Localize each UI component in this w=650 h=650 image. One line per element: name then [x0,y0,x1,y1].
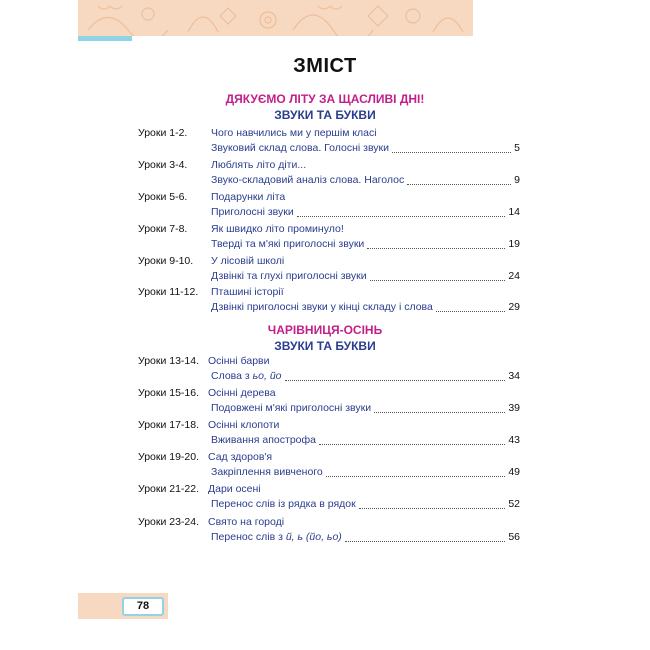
lesson-topic: Подарунки літа [211,191,286,203]
lesson-label: Уроки 7-8. [138,223,188,235]
lesson-topic: Як швидко літо проминуло! [211,223,344,235]
leader-dots [367,248,505,249]
page-ref: 52 [508,498,520,510]
lesson-subtopic: Вживання апострофа [211,434,316,446]
section-title: ДЯКУЄМО ЛІТУ ЗА ЩАСЛИВІ ДНІ! [225,92,425,106]
leader-dots [326,476,506,477]
page-ref: 56 [508,531,520,543]
page-ref: 39 [508,402,520,414]
toc-entry[interactable] [138,515,520,545]
decorative-banner [78,0,473,36]
page-ref: 5 [514,142,520,154]
toc-entry[interactable] [138,190,520,220]
toc-entry[interactable] [138,450,520,480]
lesson-label: Уроки 5-6. [138,191,188,203]
leader-dots [374,412,505,413]
leader-dots [319,444,505,445]
leader-dots [285,380,506,381]
lesson-label: Уроки 9-10. [138,255,194,267]
page-ref: 34 [508,370,520,382]
page-ref: 29 [508,301,520,313]
accent-stripe [78,36,132,41]
lesson-subtopic: Звуко-складовий аналіз слова. Наголос [211,174,405,186]
section-subtitle: ЗВУКИ ТА БУКВИ [274,108,376,122]
lesson-topic: У лісовій школі [211,255,285,267]
lesson-subtopic: Приголосні звуки [211,206,294,218]
toc-entry[interactable] [138,126,520,156]
toc-entry[interactable] [138,418,520,448]
page-title: ЗМІСТ [293,55,357,77]
lesson-subtopic: Перенос слів з й, ь (йо, ьо) [211,531,342,543]
toc-entry[interactable] [138,222,520,252]
lesson-topic: Сад здоров'я [208,451,273,463]
page-ref: 24 [508,270,520,282]
lesson-topic: Люблять літо діти... [211,159,307,171]
lesson-topic: Чого навчились ми у першім класі [211,127,377,139]
lesson-topic: Осінні барви [208,355,270,367]
lesson-subtopic: Перенос слів із рядка в рядок [211,498,356,510]
page-number: 78 [136,600,150,612]
lesson-subtopic: Дзвінкі приголосні звуки у кінці складу і слова [211,301,433,313]
section-title: ЧАРІВНИЦЯ-ОСІНЬ [267,323,383,337]
lesson-label: Уроки 3-4. [138,159,188,171]
toc-entry[interactable] [138,285,520,315]
lesson-label: Уроки 13-14. [138,355,200,367]
lesson-subtopic: Закріплення вивченого [211,466,323,478]
lesson-subtopic: Дзвінкі та глухі приголосні звуки [211,270,367,282]
lesson-label: Уроки 21-22. [138,483,200,495]
lesson-subtopic: Подовжені м'які приголосні звуки [211,402,372,414]
section-heading [0,91,650,123]
lesson-topic: Осінні клопоти [208,419,280,431]
page-ref: 9 [514,174,520,186]
toc-entry[interactable] [138,158,520,188]
lesson-label: Уроки 1-2. [138,127,188,139]
lesson-label: Уроки 19-20. [138,451,200,463]
lesson-subtopic: Тверді та м'які приголосні звуки [211,238,365,250]
toc-entry[interactable] [138,386,520,416]
lesson-label: Уроки 17-18. [138,419,200,431]
lesson-label: Уроки 11-12. [138,286,199,298]
lesson-topic: Свято на городі [208,516,285,528]
leader-dots [359,508,506,509]
toc-entry[interactable] [138,254,520,284]
section-heading [0,322,650,354]
toc-entry[interactable] [138,482,520,512]
lesson-topic: Дари осені [208,483,261,495]
leader-dots [370,280,506,281]
leader-dots [297,216,506,217]
lesson-topic: Осінні дерева [208,387,276,399]
leader-dots [436,311,505,312]
toc-entry[interactable] [138,354,520,384]
lesson-label: Уроки 23-24. [138,516,200,528]
page-ref: 19 [508,238,520,250]
folk-ornament-icon [78,0,473,36]
page-ref: 43 [508,434,520,446]
section-subtitle: ЗВУКИ ТА БУКВИ [274,339,376,353]
lesson-topic: Пташині історії [211,286,284,298]
leader-dots [345,541,506,542]
lesson-label: Уроки 15-16. [138,387,200,399]
leader-dots [392,152,511,153]
leader-dots [407,184,511,185]
lesson-subtopic: Звуковий склад слова. Голосні звуки [211,142,390,154]
page-ref: 49 [508,466,520,478]
lesson-subtopic: Слова з ьо, йо [211,370,282,382]
page-ref: 14 [508,206,520,218]
